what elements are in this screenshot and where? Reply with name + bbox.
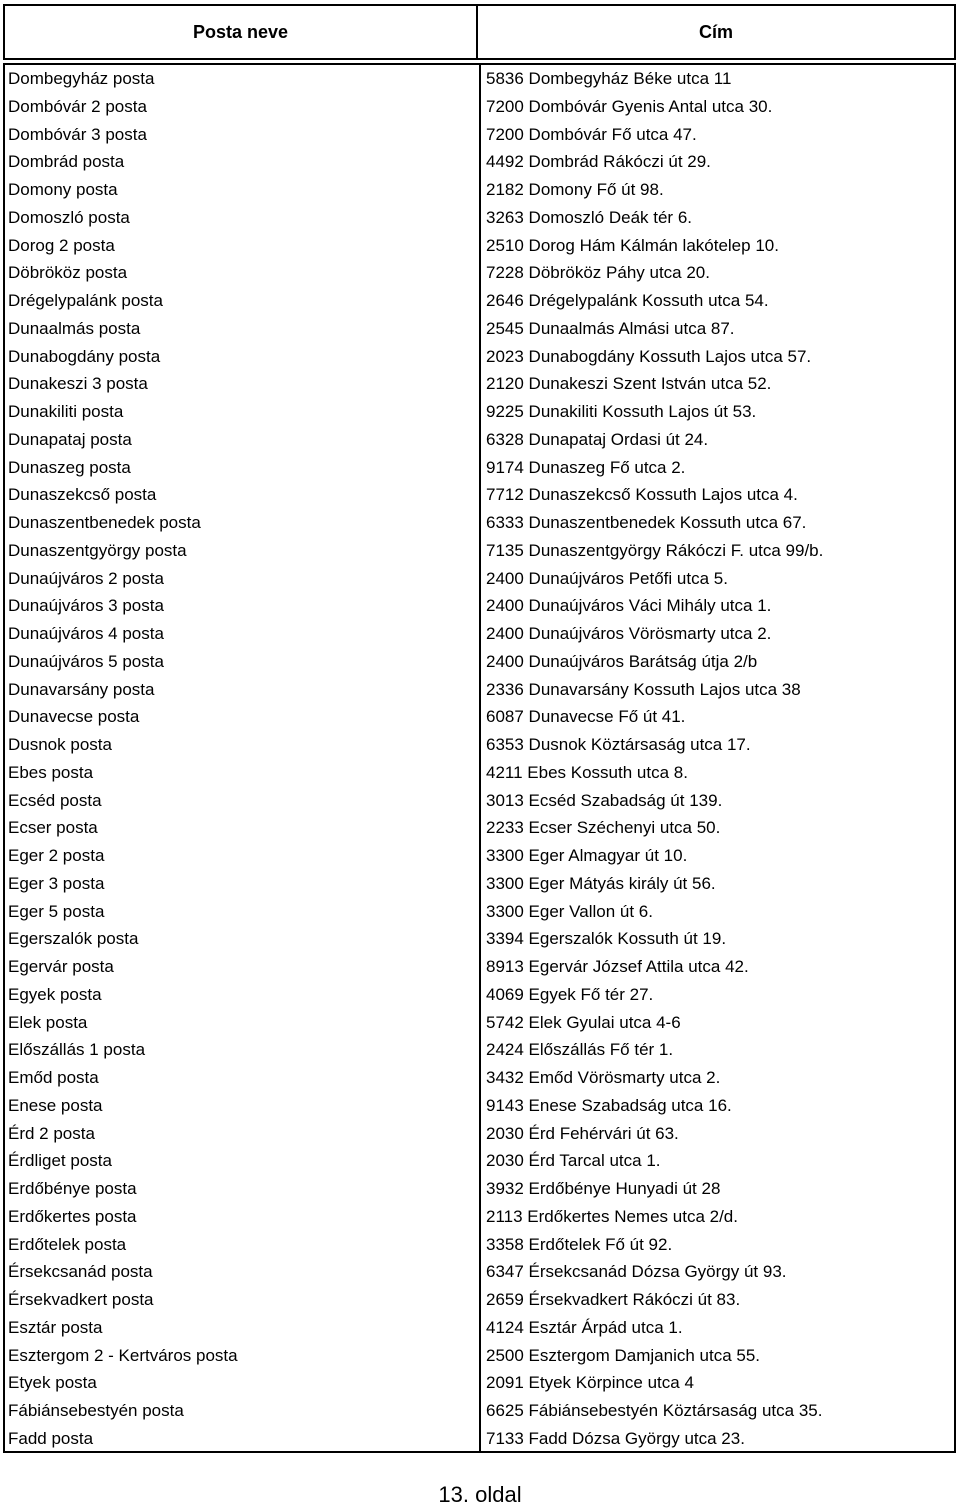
table-row: [5, 204, 954, 232]
post-office-name: Érsekcsanád posta: [8, 1262, 153, 1282]
post-office-address: 5742 Elek Gyulai utca 4-6: [486, 1012, 681, 1032]
post-office-name: Dunabogdány posta: [8, 346, 161, 366]
post-office-address: 2113 Erdőkertes Nemes utca 2/d.: [486, 1206, 738, 1226]
post-office-name: Dunavarsány posta: [8, 679, 155, 699]
table-row: [5, 315, 954, 343]
post-office-name: Domony posta: [8, 180, 118, 199]
table-row: [5, 953, 954, 981]
post-office-address: 9225 Dunakiliti Kossuth Lajos út 53.: [486, 402, 757, 421]
post-office-address: 7133 Fadd Dózsa György utca 23.: [486, 1428, 745, 1448]
post-office-name: Eger 5 posta: [8, 901, 105, 921]
post-office-name: Dunaszekcső posta: [8, 485, 157, 505]
table-row: [5, 870, 954, 898]
post-office-address: 7200 Dombóvár Gyenis Antal utca 30.: [486, 96, 773, 116]
post-office-address: 2182 Domony Fő út 98.: [486, 180, 664, 199]
table-row: [5, 842, 954, 870]
column-header-name: Posta neve: [3, 4, 478, 60]
table-row: [5, 481, 954, 509]
post-office-address: 2424 Előszállás Fő tér 1.: [486, 1040, 674, 1060]
post-office-name: Dusnok posta: [8, 735, 112, 754]
page-number: 13. oldal: [438, 1482, 522, 1507]
table-row: [5, 426, 954, 454]
table-row: [5, 1009, 954, 1037]
post-office-address: 4124 Esztár Árpád utca 1.: [486, 1317, 683, 1337]
table-row: [5, 565, 954, 593]
post-office-name: Domoszló posta: [8, 207, 130, 227]
post-office-name: Etyek posta: [8, 1373, 97, 1393]
post-office-name: Eger 2 posta: [8, 846, 105, 865]
post-office-address: 2659 Érsekvadkert Rákóczi út 83.: [486, 1290, 741, 1309]
post-office-address: 2091 Etyek Körpince utca 4: [486, 1373, 694, 1393]
table-row: [5, 121, 954, 149]
table-row: [5, 731, 954, 759]
post-office-name: Dunaújváros 4 posta: [8, 624, 164, 643]
post-office-address: 9174 Dunaszeg Fő utca 2.: [486, 457, 686, 477]
post-office-name: Fadd posta: [8, 1428, 94, 1448]
table-row: [5, 537, 954, 565]
post-office-name: Dunaújváros 3 posta: [8, 596, 164, 616]
table-row: [5, 759, 954, 787]
post-office-name: Esztergom 2 - Kertváros posta: [8, 1345, 238, 1365]
post-office-address: 4492 Dombrád Rákóczi út 29.: [486, 152, 711, 172]
post-office-name: Erdőtelek posta: [8, 1234, 127, 1254]
post-office-name: Dunapataj posta: [8, 429, 132, 449]
post-office-name: Dunakeszi 3 posta: [8, 374, 148, 394]
post-office-address: 6347 Érsekcsanád Dózsa György út 93.: [486, 1262, 787, 1282]
table-row: [5, 1342, 954, 1370]
post-office-address: 7135 Dunaszentgyörgy Rákóczi F. utca 99/b.: [486, 540, 824, 560]
table-row: [5, 1147, 954, 1175]
post-office-address: 3300 Eger Vallon út 6.: [486, 901, 653, 921]
table-row: [5, 1175, 954, 1203]
post-office-address: 4211 Ebes Kossuth utca 8.: [486, 762, 688, 782]
table-row: [5, 398, 954, 426]
post-office-name: Érsekvadkert posta: [8, 1290, 154, 1309]
post-office-address: 4069 Egyek Fő tér 27.: [486, 984, 654, 1004]
post-office-name: Dunaújváros 2 posta: [8, 568, 164, 588]
table-row: [5, 1036, 954, 1064]
post-office-address: 2400 Dunaújváros Váci Mihály utca 1.: [486, 596, 772, 616]
table-row: [5, 370, 954, 398]
post-office-name: Egyek posta: [8, 984, 102, 1004]
post-office-name: Erdőbénye posta: [8, 1179, 137, 1198]
post-office-address: 2400 Dunaújváros Petőfi utca 5.: [486, 568, 728, 588]
table-row: [5, 1092, 954, 1120]
table-row: [5, 814, 954, 842]
post-office-name: Egervár posta: [8, 957, 114, 976]
table-row: [5, 509, 954, 537]
table-row: [5, 454, 954, 482]
table-row: [5, 1425, 954, 1453]
post-office-table: [3, 63, 956, 1453]
post-office-address: 8913 Egervár József Attila utca 42.: [486, 957, 749, 976]
post-office-name: Dorog 2 posta: [8, 235, 115, 255]
post-office-address: 3432 Emőd Vörösmarty utca 2.: [486, 1068, 721, 1087]
post-office-name: Dunaszentgyörgy posta: [8, 540, 187, 560]
table-row: [5, 676, 954, 704]
table-row: [5, 65, 954, 93]
post-office-name: Ebes posta: [8, 762, 94, 782]
post-office-address: 2400 Dunaújváros Barátság útja 2/b: [486, 651, 758, 671]
post-office-address: 3300 Eger Almagyar út 10.: [486, 846, 688, 865]
table-row: [5, 93, 954, 121]
table-row: [5, 925, 954, 953]
post-office-address: 2120 Dunakeszi Szent István utca 52.: [486, 374, 772, 394]
post-office-name: Dombegyház posta: [8, 69, 155, 88]
post-office-name: Drégelypalánk posta: [8, 291, 163, 310]
post-office-address: 6087 Dunavecse Fő út 41.: [486, 707, 686, 727]
post-office-address: 6333 Dunaszentbenedek Kossuth utca 67.: [486, 513, 807, 532]
post-office-address: 3394 Egerszalók Kossuth út 19.: [486, 929, 727, 949]
post-office-address: 3263 Domoszló Deák tér 6.: [486, 207, 692, 227]
post-office-address: 6328 Dunapataj Ordasi út 24.: [486, 429, 709, 449]
post-office-address: 2336 Dunavarsány Kossuth Lajos utca 38: [486, 679, 801, 699]
post-office-address: 3358 Erdőtelek Fő út 92.: [486, 1234, 673, 1254]
post-office-name: Döbrököz posta: [8, 263, 128, 283]
table-row: [5, 787, 954, 815]
table-row: [5, 648, 954, 676]
post-office-name: Eger 3 posta: [8, 873, 105, 893]
post-office-name: Dunavecse posta: [8, 707, 140, 727]
table-row: [5, 620, 954, 648]
post-office-address: 2023 Dunabogdány Kossuth Lajos utca 57.: [486, 346, 812, 366]
post-office-name: Érd 2 posta: [8, 1123, 95, 1143]
post-office-name: Ecser posta: [8, 818, 98, 838]
table-row: [5, 259, 954, 287]
post-office-name: Esztár posta: [8, 1317, 103, 1337]
table-header: [3, 4, 956, 60]
table-row: [5, 1314, 954, 1342]
post-office-address: 3300 Eger Mátyás király út 56.: [486, 873, 716, 893]
table-row: [5, 1258, 954, 1286]
table-row: [5, 898, 954, 926]
post-office-address: 2400 Dunaújváros Vörösmarty utca 2.: [486, 624, 772, 643]
post-office-name: Előszállás 1 posta: [8, 1040, 146, 1060]
post-office-address: 7200 Dombóvár Fő utca 47.: [486, 124, 697, 144]
post-office-address: 2646 Drégelypalánk Kossuth utca 54.: [486, 291, 769, 310]
table-row: [5, 1120, 954, 1148]
post-office-name: Fábiánsebestyén posta: [8, 1401, 184, 1420]
post-office-address: 9143 Enese Szabadság utca 16.: [486, 1095, 732, 1115]
table-row: [5, 1203, 954, 1231]
post-office-name: Dunaújváros 5 posta: [8, 651, 164, 671]
post-office-name: Elek posta: [8, 1012, 88, 1032]
post-office-address: 5836 Dombegyház Béke utca 11: [486, 69, 732, 88]
post-office-name: Ecséd posta: [8, 790, 102, 810]
post-office-address: 2030 Érd Fehérvári út 63.: [486, 1123, 679, 1143]
table-row: [5, 592, 954, 620]
post-office-address: 6625 Fábiánsebestyén Köztársaság utca 35.: [486, 1401, 823, 1420]
post-office-address: 2545 Dunaalmás Almási utca 87.: [486, 318, 735, 338]
post-office-address: 2030 Érd Tarcal utca 1.: [486, 1151, 661, 1171]
table-row: [5, 232, 954, 260]
table-row: [5, 1369, 954, 1397]
post-office-name: Érdliget posta: [8, 1151, 112, 1171]
table-row: [5, 981, 954, 1009]
post-office-address: 7228 Döbrököz Páhy utca 20.: [486, 263, 710, 283]
post-office-name: Dunaszentbenedek posta: [8, 513, 201, 532]
table-row: [5, 1064, 954, 1092]
post-office-address: 6353 Dusnok Köztársaság utca 17.: [486, 735, 751, 754]
post-office-address: 3932 Erdőbénye Hunyadi út 28: [486, 1179, 721, 1198]
table-row: [5, 287, 954, 315]
post-office-name: Emőd posta: [8, 1068, 99, 1087]
table-row: [5, 1231, 954, 1259]
table-row: [5, 703, 954, 731]
table-row: [5, 1286, 954, 1314]
post-office-name: Dunakiliti posta: [8, 402, 124, 421]
table-row: [5, 148, 954, 176]
column-header-address: Cím: [478, 4, 956, 60]
post-office-address: 7712 Dunaszekcső Kossuth Lajos utca 4.: [486, 485, 798, 505]
table-row: [5, 343, 954, 371]
post-office-address: 2233 Ecser Széchenyi utca 50.: [486, 818, 721, 838]
post-office-name: Dunaszeg posta: [8, 457, 131, 477]
post-office-name: Dombóvár 3 posta: [8, 124, 147, 144]
table-row: [5, 176, 954, 204]
post-office-name: Dombóvár 2 posta: [8, 96, 147, 116]
post-office-name: Egerszalók posta: [8, 929, 139, 949]
post-office-name: Dunaalmás posta: [8, 318, 141, 338]
post-office-name: Erdőkertes posta: [8, 1206, 137, 1226]
post-office-name: Enese posta: [8, 1095, 103, 1115]
post-office-name: Dombrád posta: [8, 152, 125, 172]
post-office-address: 3013 Ecséd Szabadság út 139.: [486, 790, 723, 810]
post-office-address: 2510 Dorog Hám Kálmán lakótelep 10.: [486, 235, 779, 255]
table-row: [5, 1397, 954, 1425]
post-office-address: 2500 Esztergom Damjanich utca 55.: [486, 1345, 761, 1365]
